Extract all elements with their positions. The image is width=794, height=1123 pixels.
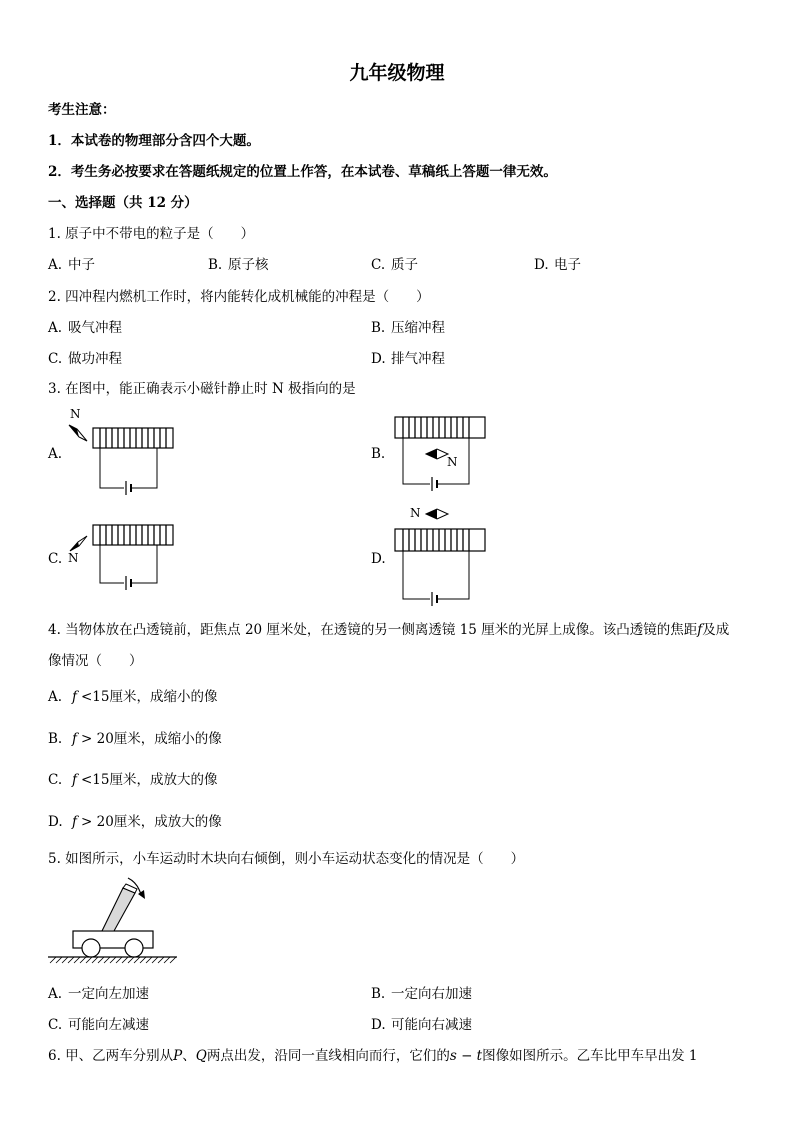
wooden-block [102, 884, 137, 931]
compass-needle-icon [70, 536, 87, 551]
question-3-label-c[interactable]: C. [48, 551, 63, 567]
question-3-figure-a [60, 410, 180, 500]
question-2-stem: 2. 四冲程内燃机工作时，将内能转化成机械能的冲程是（ ） [48, 289, 430, 305]
compass-needle-icon [426, 509, 448, 519]
cart-wheel [82, 939, 100, 957]
question-1-stem: 1. 原子中不带电的粒子是（ ） [48, 226, 255, 242]
battery-icon [432, 592, 437, 606]
question-1-option-c[interactable]: C. 质子 [371, 257, 418, 273]
question-2-option-d[interactable]: D. 排气冲程 [371, 351, 445, 367]
circuit-wire [403, 438, 469, 484]
compass-needle-icon [69, 425, 87, 441]
battery-icon [126, 576, 131, 590]
compass-n-label: N [447, 455, 458, 469]
notice-item-2: 2．考生务必按要求在答题纸规定的位置上作答，在本试卷、草稿纸上答题一律无效。 [48, 164, 557, 180]
compass-n-label: N [68, 551, 79, 565]
solenoid-coil [395, 529, 485, 551]
compass-needle-icon [426, 449, 448, 459]
battery-icon [126, 481, 131, 495]
solenoid-coil [93, 525, 173, 545]
question-2-option-a[interactable]: A. 吸气冲程 [48, 320, 122, 336]
question-4-option-d[interactable]: D. f > 20厘米，成放大的像 [48, 814, 222, 830]
question-4-stem-line-1: 4. 当物体放在凸透镜前，距焦点 20 厘米处，在透镜的另一侧离透镜 15 厘米的光屏上成像。该凸透镜的焦距f及成 [48, 622, 730, 638]
question-6-stem: 6. 甲、乙两车分别从P、Q两点出发，沿同一直线相向而行，它们的s − t图像如图所示。乙车比甲车早出发 1 [48, 1048, 698, 1064]
notice-item-1: 1．本试卷的物理部分含四个大题。 [48, 133, 260, 149]
ground-hatching [48, 957, 177, 963]
compass-n-label: N [410, 506, 421, 520]
question-5-stem: 5. 如图所示，小车运动时木块向右倾倒，则小车运动状态变化的情况是（ ） [48, 851, 525, 867]
question-5-option-d[interactable]: D. 可能向右减速 [371, 1017, 472, 1033]
question-3-label-a[interactable]: A. [48, 446, 63, 462]
question-3-stem: 3. 在图中，能正确表示小磁针静止时 N 极指向的是 [48, 381, 356, 397]
solenoid-coil [93, 428, 173, 448]
question-4-stem-line-2: 像情况（ ） [48, 653, 143, 669]
circuit-wire [403, 551, 469, 599]
notice-heading: 考生注意： [48, 102, 116, 118]
battery-icon [432, 477, 437, 491]
question-4-option-a[interactable]: A. f <15厘米，成缩小的像 [48, 689, 218, 705]
question-3-figure-c [60, 515, 180, 595]
question-2-option-b[interactable]: B. 压缩冲程 [371, 320, 445, 336]
question-1-option-d[interactable]: D. 电子 [534, 257, 581, 273]
circuit-wire [100, 448, 157, 488]
question-5-option-b[interactable]: B. 一定向右加速 [371, 986, 472, 1002]
question-2-option-c[interactable]: C. 做功冲程 [48, 351, 122, 367]
page-title: 九年级物理 [349, 62, 445, 84]
question-5-option-c[interactable]: C. 可能向左减速 [48, 1017, 149, 1033]
cart-wheel [125, 939, 143, 957]
section-heading: 一、选择题（共 12 分） [48, 195, 198, 211]
question-1-option-a[interactable]: A. 中子 [48, 257, 95, 273]
question-1-option-b[interactable]: B. 原子核 [208, 257, 269, 273]
question-5-option-a[interactable]: A. 一定向左加速 [48, 986, 149, 1002]
question-3-label-b[interactable]: B. [371, 446, 386, 462]
question-4-option-b[interactable]: B. f > 20厘米，成缩小的像 [48, 731, 222, 747]
question-3-figure-b [390, 412, 500, 497]
question-3-figure-d [390, 505, 500, 610]
solenoid-coil [395, 417, 485, 438]
compass-n-label: N [70, 407, 81, 421]
question-5-cart-figure [48, 875, 183, 970]
circuit-wire [100, 545, 157, 583]
question-4-option-c[interactable]: C. f <15厘米，成放大的像 [48, 772, 218, 788]
question-3-label-d[interactable]: D. [371, 551, 386, 567]
